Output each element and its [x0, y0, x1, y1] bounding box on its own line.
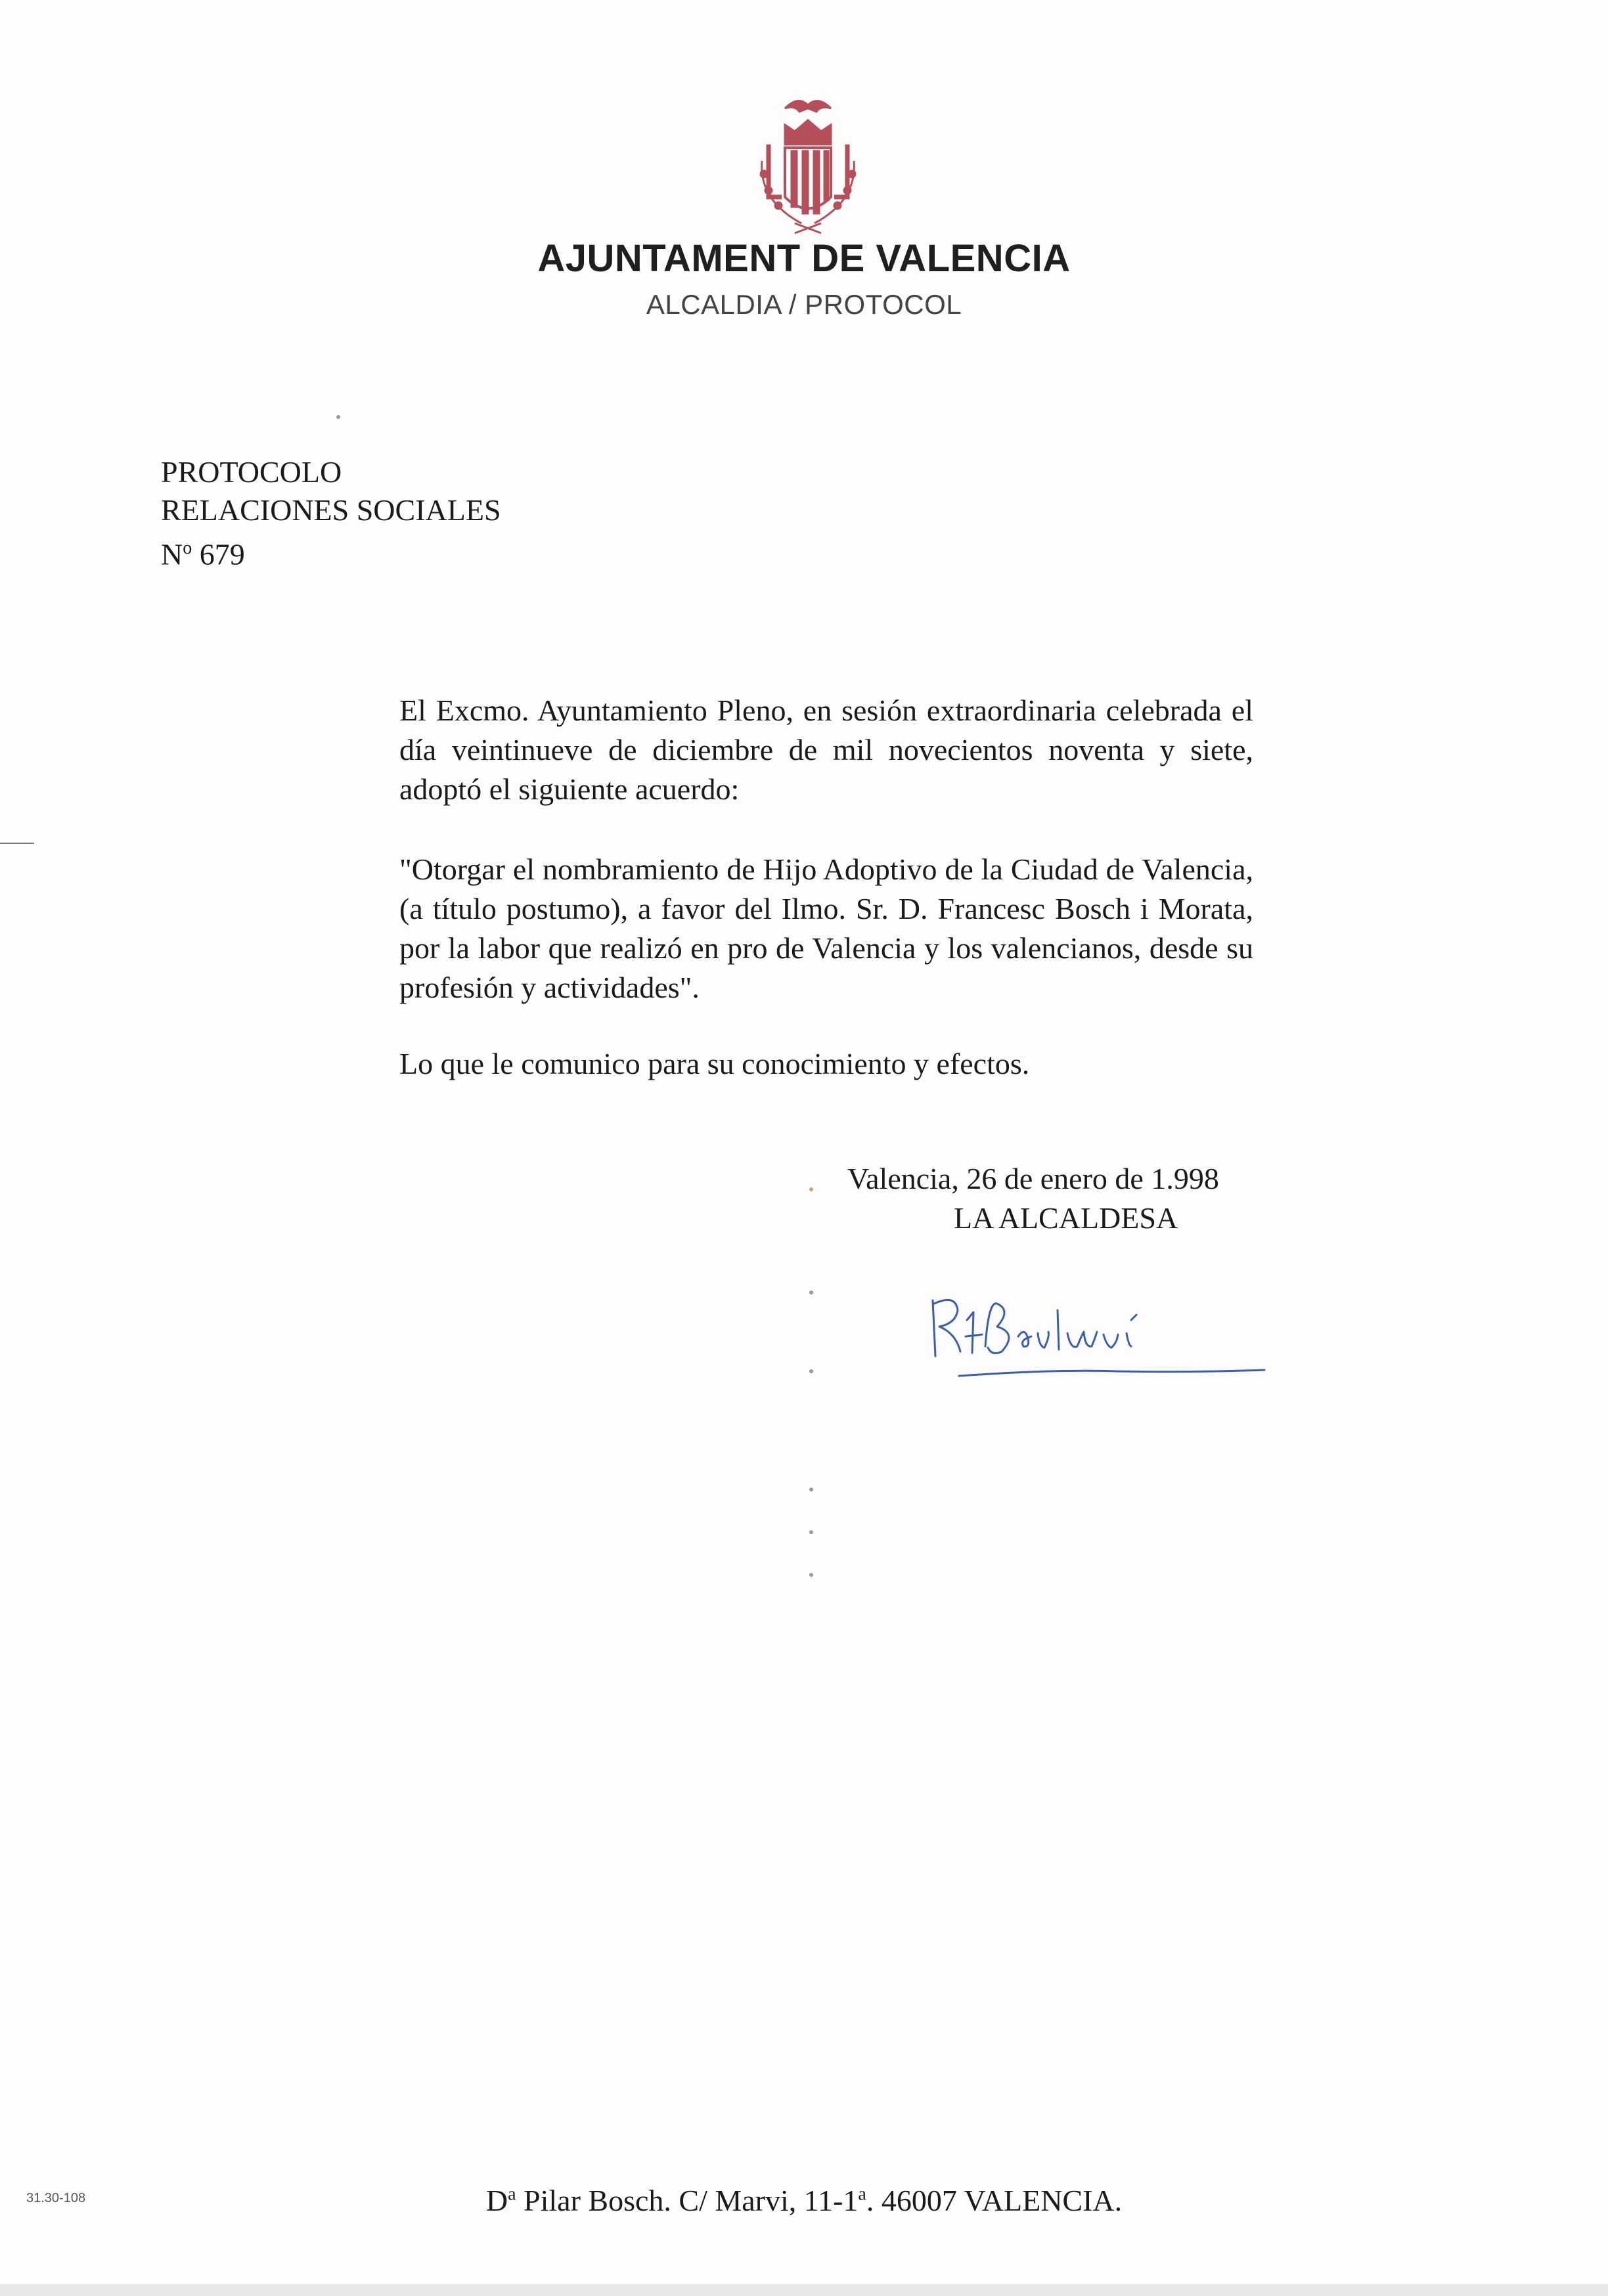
organization-name: AJUNTAMENT DE VALENCIA — [537, 237, 1071, 280]
recipient-part-1: D — [485, 2184, 508, 2217]
recipient-part-3: . 46007 VALENCIA. — [866, 2184, 1123, 2217]
recipient-address — [0, 2183, 1608, 2218]
scan-speck — [809, 1187, 813, 1191]
scan-speck — [336, 415, 340, 419]
signer-title: LA ALCALDESA — [954, 1201, 1178, 1235]
city-crest-logo — [739, 89, 877, 240]
reference-number-value: 679 — [192, 537, 245, 571]
reference-line-relaciones: RELACIONES SOCIALES — [161, 493, 501, 527]
scan-speck — [809, 1573, 813, 1577]
scan-speck — [809, 1488, 813, 1491]
reference-number-prefix: N — [161, 537, 183, 571]
form-code: 31.30-108 — [26, 2191, 86, 2205]
body-paragraph-3: Lo que le comunico para su conocimiento y efectos. — [399, 1047, 1030, 1080]
reference-line-protocolo: PROTOCOLO — [161, 455, 342, 489]
body-paragraph-2: "Otorgar el nombramiento de Hijo Adoptivo de la Ciudad de Valencia, (a título postumo), a favor del Ilmo. Sr. D. Francesc Bosch i Morata, por la labor que realizó en pro de Valencia y los valencianos, desde su profesión y actividades". — [399, 852, 1253, 1004]
recipient-sup-1: a — [508, 2184, 516, 2205]
reference-number — [161, 529, 501, 573]
handwritten-signature — [920, 1274, 1274, 1405]
margin-fold-mark — [0, 843, 34, 844]
recipient-part-2: Pilar Bosch. C/ Marvi, 11-1 — [516, 2184, 859, 2217]
reference-number-sup: o — [183, 538, 192, 558]
scan-speck — [809, 1530, 813, 1534]
department-name: ALCALDIA / PROTOCOL — [646, 289, 962, 320]
date-line: Valencia, 26 de enero de 1.998 — [847, 1162, 1219, 1195]
body-paragraph-1: El Excmo. Ayuntamiento Pleno, en sesión extraordinaria celebrada el día veintinueve de diciembre de mil novecientos noventa y siete, adoptó el siguiente acuerdo: — [399, 694, 1253, 806]
scan-speck — [809, 1369, 813, 1373]
recipient-sup-2: a — [858, 2184, 866, 2205]
scan-speck — [809, 1291, 813, 1294]
page-bottom-edge — [0, 2284, 1608, 2296]
reference-block — [161, 453, 501, 573]
